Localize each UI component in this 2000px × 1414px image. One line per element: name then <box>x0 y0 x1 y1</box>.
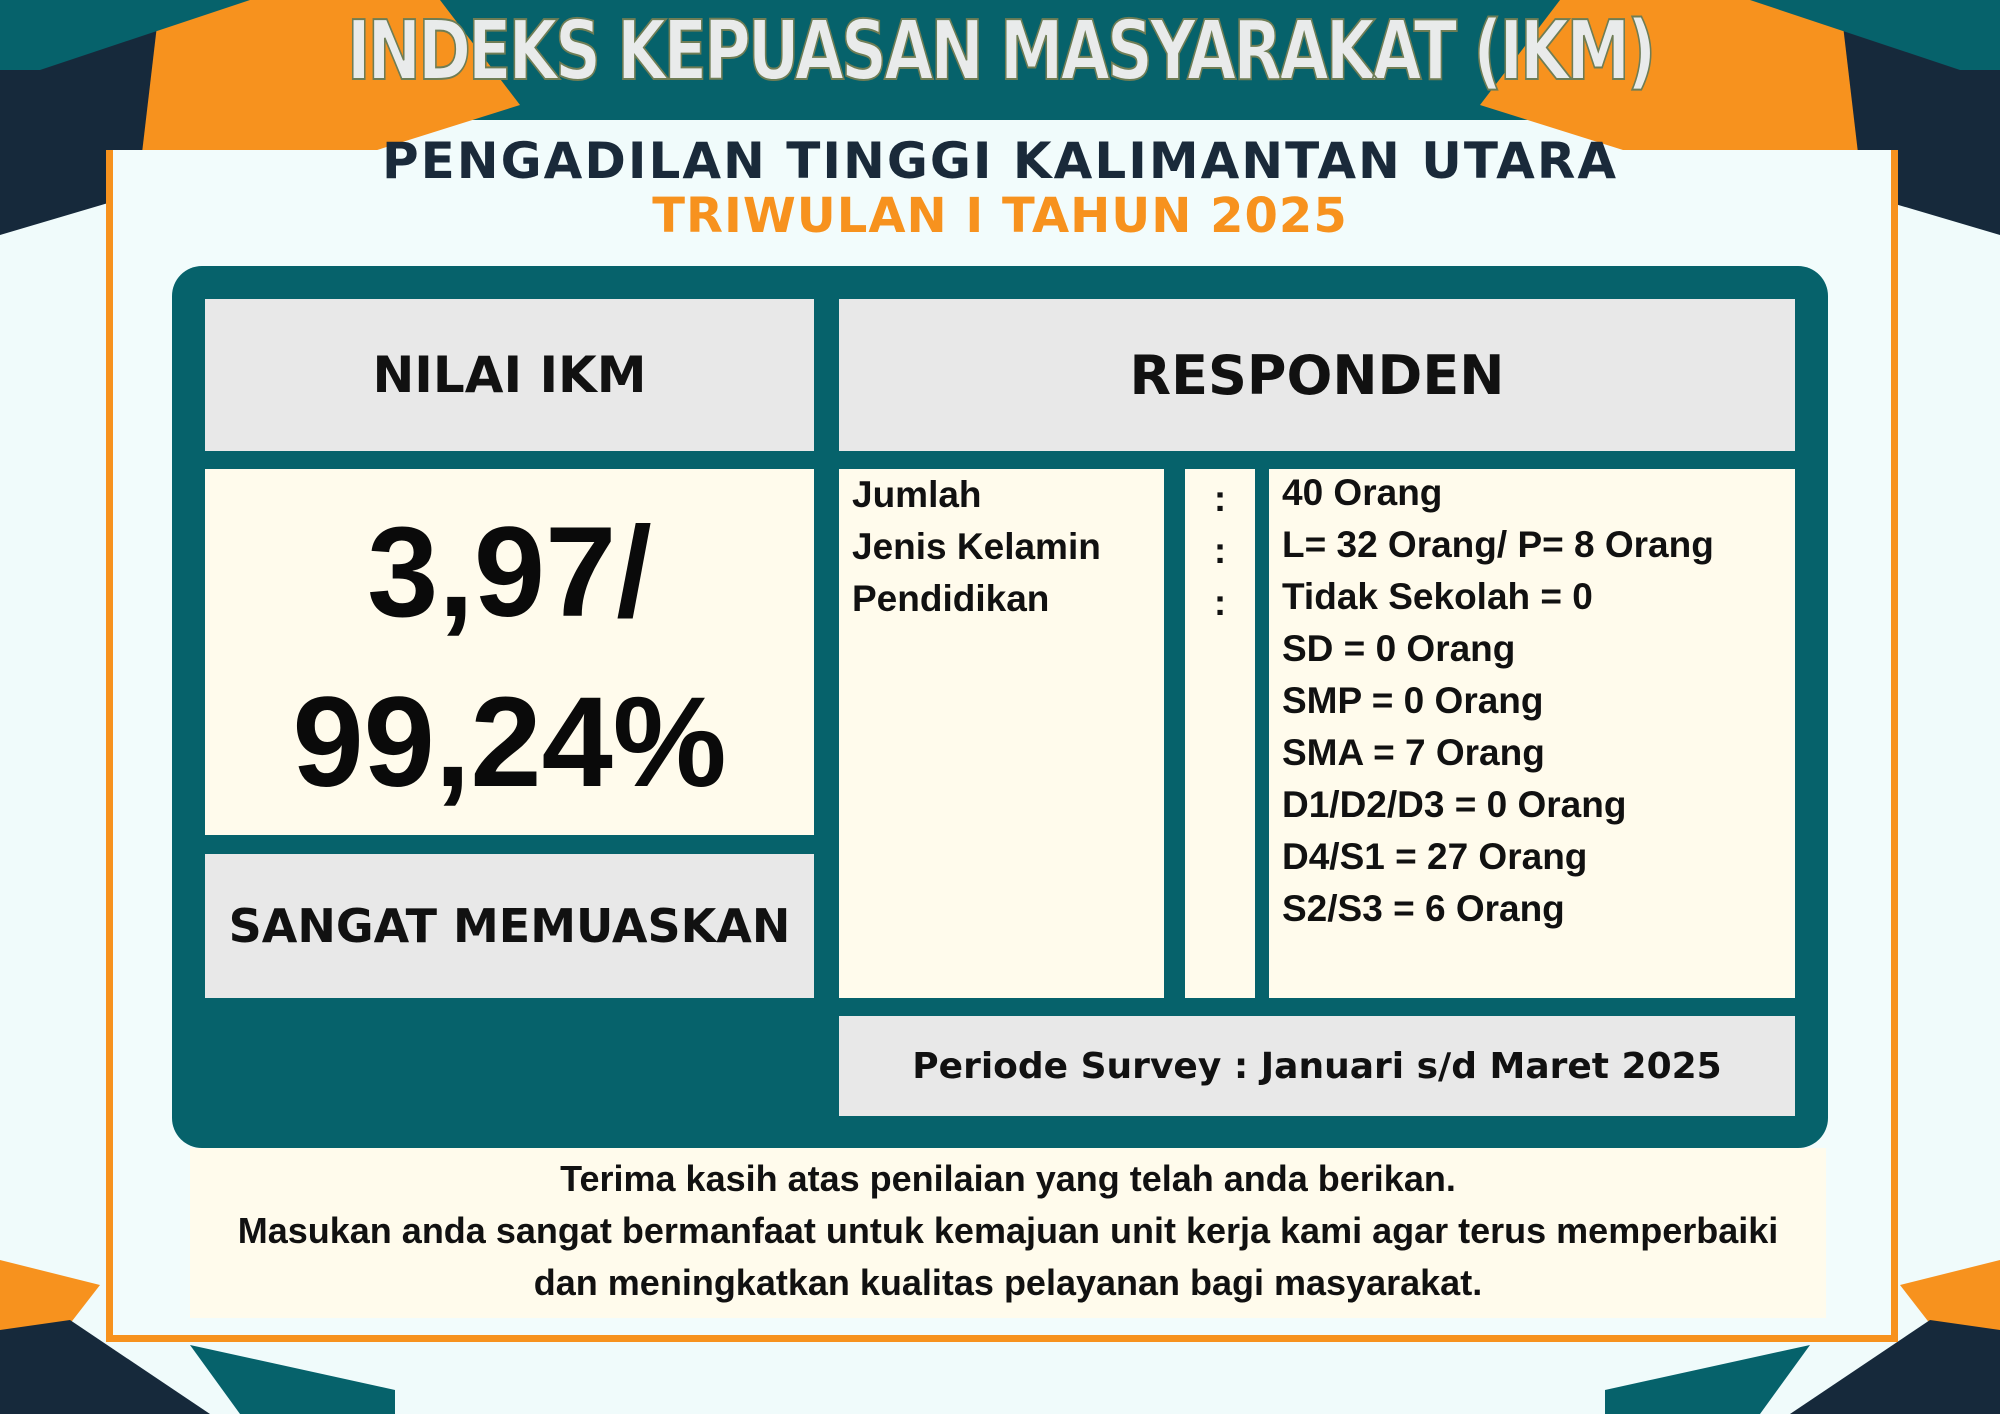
value-sd: SD = 0 Orang <box>1282 628 1516 669</box>
value-smp: SMP = 0 Orang <box>1282 680 1544 721</box>
nilai-ikm-heading: NILAI IKM <box>205 299 814 451</box>
value-s2-s3: S2/S3 = 6 Orang <box>1282 888 1565 929</box>
label-pendidikan: Pendidikan <box>852 578 1050 619</box>
footer-line-2: Masukan anda sangat bermanfaat untuk kemajuan unit kerja kami agar terus memperbaiki <box>237 1210 1779 1251</box>
ikm-score: 3,97/ <box>367 501 652 644</box>
periode-survey: Periode Survey : Januari s/d Maret 2025 <box>839 1016 1795 1116</box>
responden-heading: RESPONDEN <box>839 299 1795 451</box>
label-jenis-kelamin: Jenis Kelamin <box>852 526 1101 567</box>
value-tidak-sekolah: Tidak Sekolah = 0 <box>1282 576 1593 617</box>
value-sma: SMA = 7 Orang <box>1282 732 1545 773</box>
institution-name: PENGADILAN TINGGI KALIMANTAN UTARA <box>381 132 1619 190</box>
footer-message <box>190 1148 1826 1318</box>
main-panel <box>172 266 1828 1148</box>
colon-pendidikan: : <box>1213 582 1227 623</box>
nilai-ikm-score-box <box>205 469 814 835</box>
value-d1-d2-d3: D1/D2/D3 = 0 Orang <box>1282 784 1627 825</box>
period-title: TRIWULAN I TAHUN 2025 <box>652 188 1348 244</box>
footer-line-3: dan meningkatkan kualitas pelayanan bagi masyarakat. <box>533 1262 1483 1303</box>
label-jumlah: Jumlah <box>852 474 982 515</box>
responden-values-box <box>1269 469 1795 998</box>
value-d4-s1: D4/S1 = 27 Orang <box>1282 836 1588 877</box>
colon-jumlah: : <box>1213 478 1227 519</box>
footer-line-1: Terima kasih atas penilaian yang telah anda berikan. <box>560 1158 1456 1199</box>
value-jenis-kelamin: L= 32 Orang/ P= 8 Orang <box>1282 524 1714 565</box>
colon-jenis-kelamin: : <box>1213 530 1227 571</box>
responden-labels-box <box>839 469 1164 998</box>
ikm-category: SANGAT MEMUASKAN <box>205 854 814 998</box>
ikm-percent: 99,24% <box>292 671 727 814</box>
page-title: INDEKS KEPUASAN MASYARAKAT (IKM) <box>346 4 1654 99</box>
value-jumlah: 40 Orang <box>1282 472 1443 513</box>
responden-colon-box <box>1185 469 1255 998</box>
